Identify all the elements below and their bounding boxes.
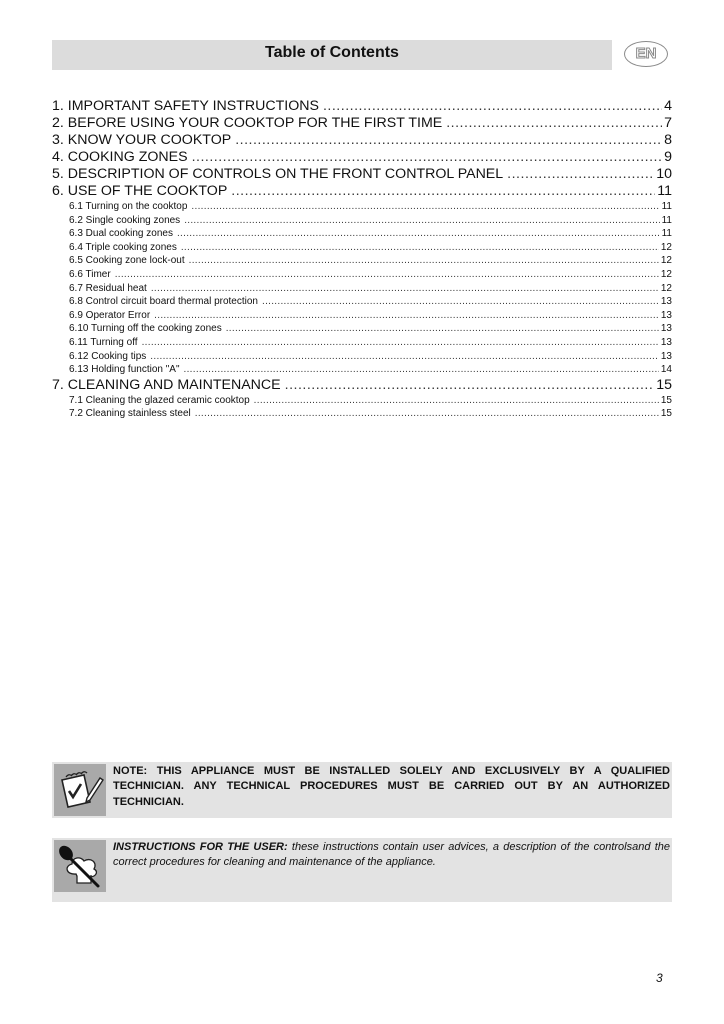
toc-entry-title: 6.1 Turning on the cooktop xyxy=(69,201,188,212)
dot-leader xyxy=(184,214,659,228)
toc-entry-title: 6.12 Cooking tips xyxy=(69,350,147,362)
toc-entry-title: 6.3 Dual cooking zones xyxy=(69,228,173,240)
toc-entry-page: 11 xyxy=(661,201,672,212)
toc-entry-title: 1. IMPORTANT SAFETY INSTRUCTIONS xyxy=(52,98,319,114)
toc-entry-page: 7 xyxy=(664,115,672,131)
toc-entry-page: 11 xyxy=(661,214,672,226)
dot-leader xyxy=(181,241,659,255)
toc-section xyxy=(52,282,672,296)
toc-section xyxy=(52,407,672,421)
toc-entry-title: 6.13 Holding function "A" xyxy=(69,364,180,376)
dot-leader xyxy=(446,115,662,132)
toc-entry-title: 6.4 Triple cooking zones xyxy=(69,241,177,253)
toc-entry-page: 11 xyxy=(661,228,672,240)
toc-chapter xyxy=(52,166,672,183)
toc-entry-title: 2. BEFORE USING YOUR COOKTOP FOR THE FIRST TIME xyxy=(52,115,443,131)
toc-chapter xyxy=(52,149,672,166)
toc-chapter xyxy=(52,115,672,132)
toc-entry-page: 15 xyxy=(656,376,672,393)
toc-entry-title: 7.2 Cleaning stainless steel xyxy=(69,408,191,420)
toc-entry-title: 3. KNOW YOUR COOKTOP xyxy=(52,132,232,148)
dot-leader xyxy=(195,407,659,421)
toc-section xyxy=(52,309,672,323)
toc-entry-title: 4. COOKING ZONES xyxy=(52,149,188,165)
toc-entry-page: 11 xyxy=(657,183,672,199)
toc-entry-page: 9 xyxy=(664,149,672,165)
toc-entry-title: 6.2 Single cooking zones xyxy=(69,214,181,226)
dot-leader xyxy=(142,336,659,350)
toc-entry-title: 6.5 Cooking zone lock-out xyxy=(69,255,185,267)
user-instructions-text xyxy=(113,840,670,871)
toc-entry-page: 13 xyxy=(660,323,672,335)
toc-chapter xyxy=(52,377,672,394)
page-number: 3 xyxy=(656,971,663,985)
toc-section xyxy=(52,241,672,255)
toc-chapter xyxy=(52,132,672,149)
dot-leader xyxy=(151,282,659,296)
toc-section xyxy=(52,268,672,282)
checklist-pencil-icon xyxy=(54,764,106,816)
title-bar xyxy=(52,40,612,70)
dot-leader xyxy=(189,254,659,268)
dot-leader xyxy=(154,309,659,323)
toc-entry-page: 13 xyxy=(660,309,672,321)
user-instructions-lead: INSTRUCTIONS FOR THE USER: xyxy=(113,841,288,853)
toc-section xyxy=(52,254,672,268)
toc-entry-page: 12 xyxy=(660,255,672,267)
dot-leader xyxy=(285,377,655,394)
toc-entry-page: 15 xyxy=(660,408,672,420)
toc-entry-page: 12 xyxy=(660,282,672,294)
dot-leader xyxy=(192,149,663,166)
dot-leader xyxy=(507,166,654,183)
toc-entry-page: 13 xyxy=(660,350,672,362)
dot-leader xyxy=(184,363,659,377)
toc-entry-title: 6.11 Turning off xyxy=(69,336,138,348)
toc-chapter xyxy=(52,98,672,115)
toc-section xyxy=(52,350,672,364)
table-of-contents xyxy=(52,98,672,421)
toc-entry-title: 6. USE OF THE COOKTOP xyxy=(52,183,228,199)
toc-entry-title: 6.6 Timer xyxy=(69,268,111,280)
dot-leader xyxy=(191,200,659,214)
toc-entry-title: 7. CLEANING AND MAINTENANCE xyxy=(52,376,281,393)
toc-chapter xyxy=(52,183,672,200)
dot-leader xyxy=(262,295,659,309)
dot-leader xyxy=(254,394,659,408)
dot-leader xyxy=(150,350,659,364)
toc-entry-title: 7.1 Cleaning the glazed ceramic cooktop xyxy=(69,394,250,406)
toc-entry-page: 14 xyxy=(660,364,672,376)
dot-leader xyxy=(323,98,662,115)
toc-section xyxy=(52,336,672,350)
toc-section xyxy=(52,394,672,408)
toc-entry-title: 5. DESCRIPTION OF CONTROLS ON THE FRONT CONTROL PANEL xyxy=(52,166,504,182)
toc-entry-title: 6.9 Operator Error xyxy=(69,309,151,321)
installer-note-text: NOTE: THIS APPLIANCE MUST BE INSTALLED SOLELY AND EXCLUSIVELY BY A QUALIFIED TECHNICIAN. ANY TECHNICAL PROCEDURES MUST BE CARRIED OUT BY AN AUTHORIZED TECHNICIAN. xyxy=(113,765,670,808)
toc-section xyxy=(52,363,672,377)
user-instructions-body: these instructions contain user advices, a description of the controlsand the correct procedures for cleaning and maintenance of the appliance. xyxy=(113,841,670,869)
user-instructions-note xyxy=(52,838,672,902)
dot-leader xyxy=(226,322,659,336)
toc-entry-page: 13 xyxy=(660,336,672,348)
dot-leader xyxy=(231,183,655,200)
toc-entry-title: 6.8 Control circuit board thermal protection xyxy=(69,296,258,308)
installer-note xyxy=(52,762,672,818)
page-title: Table of Contents xyxy=(265,44,399,61)
toc-entry-page: 12 xyxy=(660,241,672,253)
chef-spoon-icon xyxy=(54,840,106,892)
toc-entry-page: 12 xyxy=(660,268,672,280)
toc-section xyxy=(52,295,672,309)
dot-leader xyxy=(177,227,660,241)
dot-leader xyxy=(115,268,659,282)
toc-entry-title: 6.10 Turning off the cooking zones xyxy=(69,323,222,335)
toc-entry-page: 13 xyxy=(660,296,672,308)
toc-entry-page: 4 xyxy=(664,98,672,114)
toc-section xyxy=(52,200,672,214)
toc-entry-page: 10 xyxy=(656,166,672,182)
toc-section xyxy=(52,227,672,241)
toc-section xyxy=(52,322,672,336)
toc-entry-title: 6.7 Residual heat xyxy=(69,282,147,294)
toc-section xyxy=(52,214,672,228)
toc-entry-page: 15 xyxy=(660,394,672,406)
language-badge: EN xyxy=(624,41,668,67)
dot-leader xyxy=(235,132,662,149)
toc-entry-page: 8 xyxy=(664,132,672,148)
